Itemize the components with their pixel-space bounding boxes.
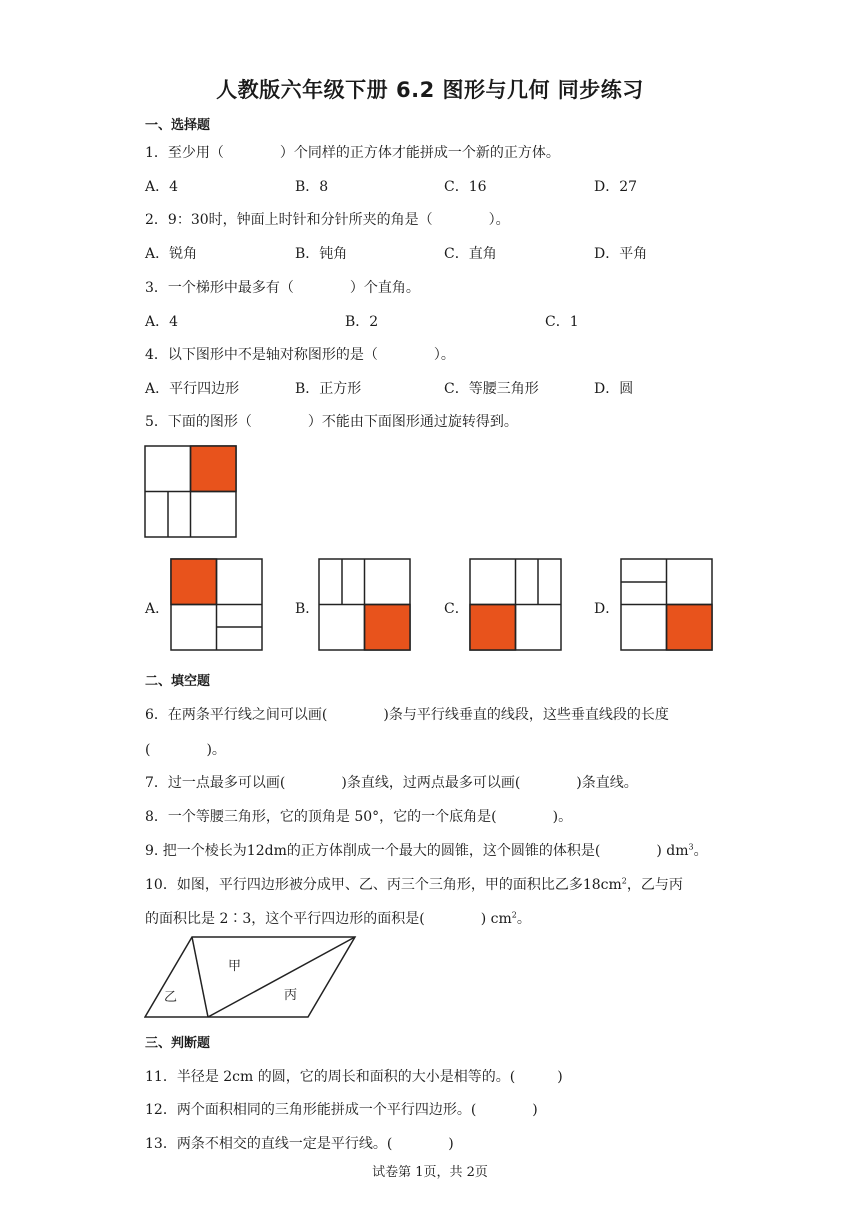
question-13: 13．两条不相交的直线一定是平行线。( ) [145,1136,454,1152]
question-10-line-2 [145,908,531,928]
q5-option-d-figure [620,558,715,653]
q10-parallelogram-figure [144,935,358,1021]
q3-option-b: B．2 [345,314,379,330]
section-heading-judge: 三、判断题 [145,1036,211,1051]
section-heading-choice: 一、选择题 [145,118,211,133]
q1-option-b: B．8 [295,179,329,195]
q5-option-c-label: C． [444,601,469,617]
section-heading-fill: 二、填空题 [145,674,211,689]
question-4: 4．以下图形中不是轴对称图形的是（ ）。 [145,347,455,363]
question-7: 7．过一点最多可以画( )条直线，过两点最多可以画( )条直线。 [145,775,638,791]
question-10-text-1-end: ，乙与丙 [626,877,683,893]
q2-option-c: C．直角 [444,246,497,262]
q1-option-a: A．4 [145,179,179,195]
label-bing: 丙 [284,988,298,1003]
q4-option-c: C．等腰三角形 [444,381,539,397]
q1-option-c: C．16 [444,179,487,195]
question-6-line-1: 6．在两条平行线之间可以画( )条与平行线垂直的线段，这些垂直线段的长度 [145,707,669,723]
q4-option-b: B．正方形 [295,381,362,397]
page-footer: 试卷第 1页，共 2页 [372,1165,488,1180]
question-10-exponent-2: 2 [511,910,517,920]
q5-option-b-figure [318,558,413,653]
question-10-exponent-1: 2 [621,876,627,886]
q4-option-d: D．圆 [594,381,634,397]
question-12: 12．两个面积相同的三角形能拼成一个平行四边形。( ) [145,1102,538,1118]
question-3: 3．一个梯形中最多有（ ）个直角。 [145,280,420,296]
q2-option-a: A．锐角 [145,246,198,262]
question-10-text-2: 的面积比是 2∶3，这个平行四边形的面积是( ) cm [145,911,512,927]
question-1: 1．至少用（ ）个同样的正方体才能拼成一个新的正方体。 [145,145,560,161]
q5-option-a-figure [170,558,265,653]
question-9-unit-exponent: 3 [688,842,694,852]
q2-option-b: B．钝角 [295,246,348,262]
page-title: 人教版六年级下册 6.2 图形与几何 同步练习 [216,78,644,102]
q3-option-a: A．4 [145,314,179,330]
question-6-line-2: ( )。 [145,742,226,758]
q5-option-d-label: D． [594,601,620,617]
q2-option-d: D．平角 [594,246,648,262]
question-9-end: 。 [693,843,708,859]
q1-option-d: D．27 [594,179,638,195]
q5-option-b-label: B． [295,601,320,617]
label-yi: 乙 [164,990,178,1005]
question-10-text-1: 10．如图，平行四边形被分成甲、乙、丙三个三角形，甲的面积比乙多18cm [145,877,622,893]
question-5: 5．下面的图形（ ）不能由下面图形通过旋转得到。 [145,414,518,430]
question-9 [145,840,708,860]
q5-reference-figure [144,445,239,540]
q5-option-a-label: A． [145,601,170,617]
question-2: 2．9：30时，钟面上时针和分针所夹的角是（ ）。 [145,212,510,228]
label-jia: 甲 [228,959,242,974]
q3-option-c: C．1 [545,314,579,330]
question-10-text-2-end: 。 [516,911,531,927]
question-8: 8．一个等腰三角形，它的顶角是 50°，它的一个底角是( )。 [145,809,573,825]
question-9-text: 9. 把一个棱长为12dm的正方体削成一个最大的圆锥，这个圆锥的体积是( ) dm [145,843,689,859]
question-11: 11．半径是 2cm 的圆，它的周长和面积的大小是相等的。( ) [145,1069,563,1085]
question-10-line-1 [145,874,683,894]
q4-option-a: A．平行四边形 [145,381,240,397]
q5-option-c-figure [469,558,564,653]
